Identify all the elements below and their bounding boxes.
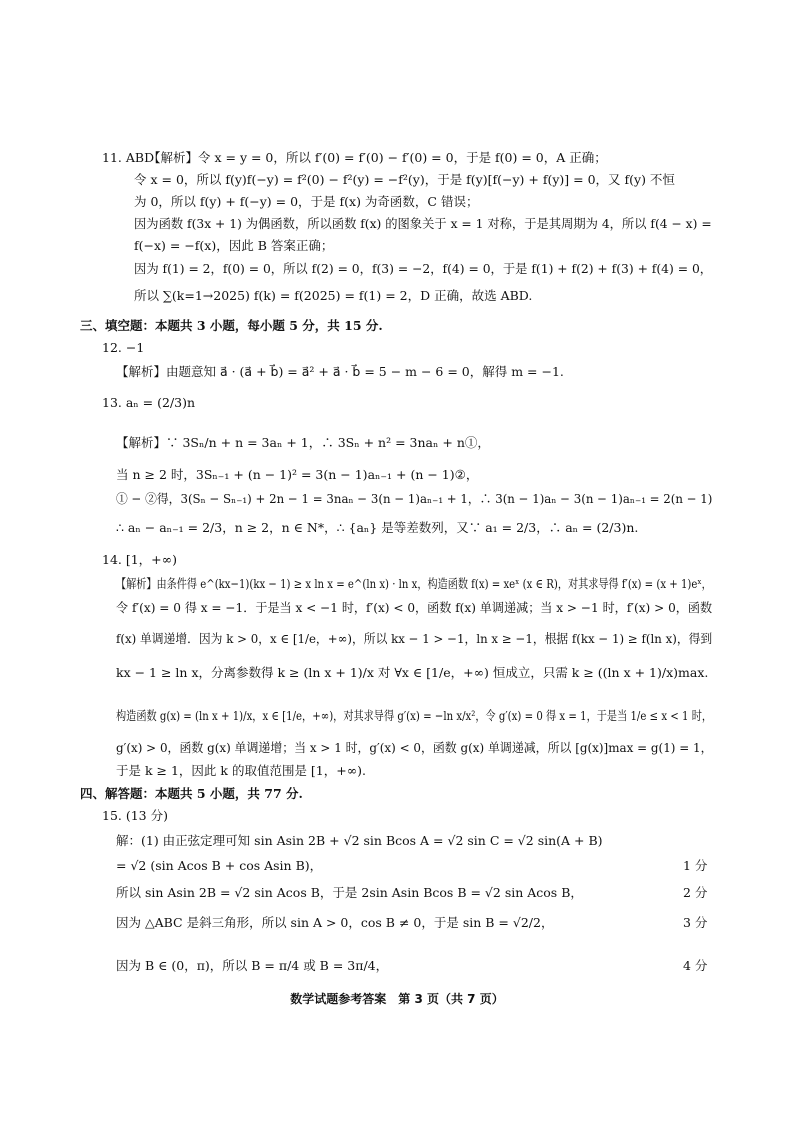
- q14-line-4: kx − 1 ≥ ln x，分离参数得 k ≥ (ln x + 1)/x 对 ∀x ∈ [1/e，+∞) 恒成立，只需 k ≥ ((ln x + 1)/x)max.: [116, 665, 709, 680]
- q15-label: 15. (13 分): [102, 808, 168, 823]
- q13-label: 13. aₙ = (2/3)n: [102, 395, 196, 410]
- q13-line-4: ∴ aₙ − aₙ₋₁ = 2/3，n ≥ 2，n ∈ N*，∴ {aₙ} 是等差数列，又∵ a₁ = 2/3，∴ aₙ = (2/3)n.: [116, 520, 639, 535]
- q12-label: 12. −1: [102, 340, 145, 355]
- q11-line-4: 因为函数 f(3x + 1) 为偶函数，所以函数 f(x) 的图象关于 x = 1 对称，于是其周期为 4，所以 f(4 − x) =: [134, 216, 712, 231]
- q14-line-2: 令 f′(x) = 0 得 x = −1．于是当 x < −1 时，f′(x) < 0，函数 f(x) 单调递减；当 x > −1 时，f′(x) > 0，函数: [116, 600, 713, 615]
- q13-line-2: 当 n ≥ 2 时，3Sₙ₋₁ + (n − 1)² = 3(n − 1)aₙ₋₁ + (n − 1)②，: [116, 467, 479, 482]
- q15-line-1: 解：(1) 由正弦定理可知 sin Asin 2B + √2 sin Bcos A = √2 sin C = √2 sin(A + B): [116, 833, 603, 848]
- q14-line-3: f(x) 单调递增．因为 k > 0，x ∈ [1/e，+∞)，所以 kx − 1 > −1，ln x ≥ −1，根据 f(kx − 1) ≥ f(ln x)，得到: [116, 631, 713, 646]
- q15-score-4: 4 分: [683, 958, 708, 973]
- q13-line-3: ① − ②得，3(Sₙ − Sₙ₋₁) + 2n − 1 = 3naₙ − 3(n − 1)aₙ₋₁ + 1，∴ 3(n − 1)aₙ − 3(n − 1)aₙ₋₁ = 2(n − 1): [116, 491, 713, 506]
- q15-line-2: = √2 (sin Acos B + cos Asin B)，: [116, 858, 323, 873]
- q12-analysis: 【解析】由题意知 a⃗ · (a⃗ + b⃗) = a⃗² + a⃗ · b⃗ = 5 − m − 6 = 0，解得 m = −1.: [116, 364, 564, 379]
- q14-line-1: 【解析】由条件得 e^(kx−1)(kx − 1) ≥ x ln x = e^(ln x) · ln x，构造函数 f(x) = xeˣ (x ∈ R)，对其求导得 f′(x) = (x + 1)eˣ，: [116, 576, 712, 591]
- q14-label: 14. [1，+∞): [102, 552, 177, 567]
- section-heading-fill-in: 三、填空题：本题共 3 小题，每小题 5 分，共 15 分.: [80, 318, 383, 333]
- q13-line-1: 【解析】∵ 3Sₙ/n + n = 3aₙ + 1，∴ 3Sₙ + n² = 3naₙ + n①，: [116, 435, 490, 450]
- q11-label: 11. ABD: [102, 150, 155, 165]
- q15-score-1: 1 分: [683, 858, 708, 873]
- q15-line-4: 因为 △ABC 是斜三角形，所以 sin A > 0，cos B ≠ 0，于是 sin B = √2/2，: [116, 915, 554, 930]
- q11-line-7: 所以 ∑(k=1→2025) f(k) = f(2025) = f(1) = 2，D 正确，故选 ABD.: [134, 288, 533, 303]
- q14-line-6: g′(x) > 0，函数 g(x) 单调递增；当 x > 1 时，g′(x) < 0，函数 g(x) 单调递减，所以 [g(x)]max = g(1) = 1，: [116, 740, 713, 755]
- q11-line-1: 【解析】令 x = y = 0，所以 f′(0) = f′(0) − f′(0) = 0，于是 f(0) = 0，A 正确；: [148, 150, 607, 165]
- q11-line-2: 令 x = 0，所以 f(y)f(−y) = f²(0) − f²(y) = −f²(y)，于是 f(y)[f(−y) + f(y)] = 0，又 f(y) 不恒: [134, 172, 675, 187]
- section-heading-solutions: 四、解答题：本题共 5 小题，共 77 分.: [80, 786, 303, 801]
- q14-line-7: 于是 k ≥ 1，因此 k 的取值范围是 [1，+∞).: [116, 763, 366, 778]
- q11-line-3: 为 0，所以 f(y) + f(−y) = 0，于是 f(x) 为奇函数，C 错误；: [134, 194, 479, 209]
- q15-score-2: 2 分: [683, 885, 708, 900]
- q11-line-5: f(−x) = −f(x)，因此 B 答案正确；: [134, 238, 334, 253]
- q14-line-5: 构造函数 g(x) = (ln x + 1)/x，x ∈ [1/e，+∞)，对其求导得 g′(x) = −ln x/x²，令 g′(x) = 0 得 x = 1，于是当 1/e ≤ x < 1 时，: [116, 708, 713, 723]
- q15-score-3: 3 分: [683, 915, 708, 930]
- q15-line-3: 所以 sin Asin 2B = √2 sin Acos B，于是 2sin Asin Bcos B = √2 sin Acos B，: [116, 885, 583, 900]
- q11-line-6: 因为 f(1) = 2，f(0) = 0，所以 f(2) = 0，f(3) = −2，f(4) = 0，于是 f(1) + f(2) + f(3) + f(4) = 0，: [134, 261, 713, 276]
- q15-line-5: 因为 B ∈ (0，π)，所以 B = π/4 或 B = 3π/4，: [116, 958, 389, 973]
- page-footer: 数学试题参考答案 第 3 页（共 7 页）: [290, 992, 504, 1006]
